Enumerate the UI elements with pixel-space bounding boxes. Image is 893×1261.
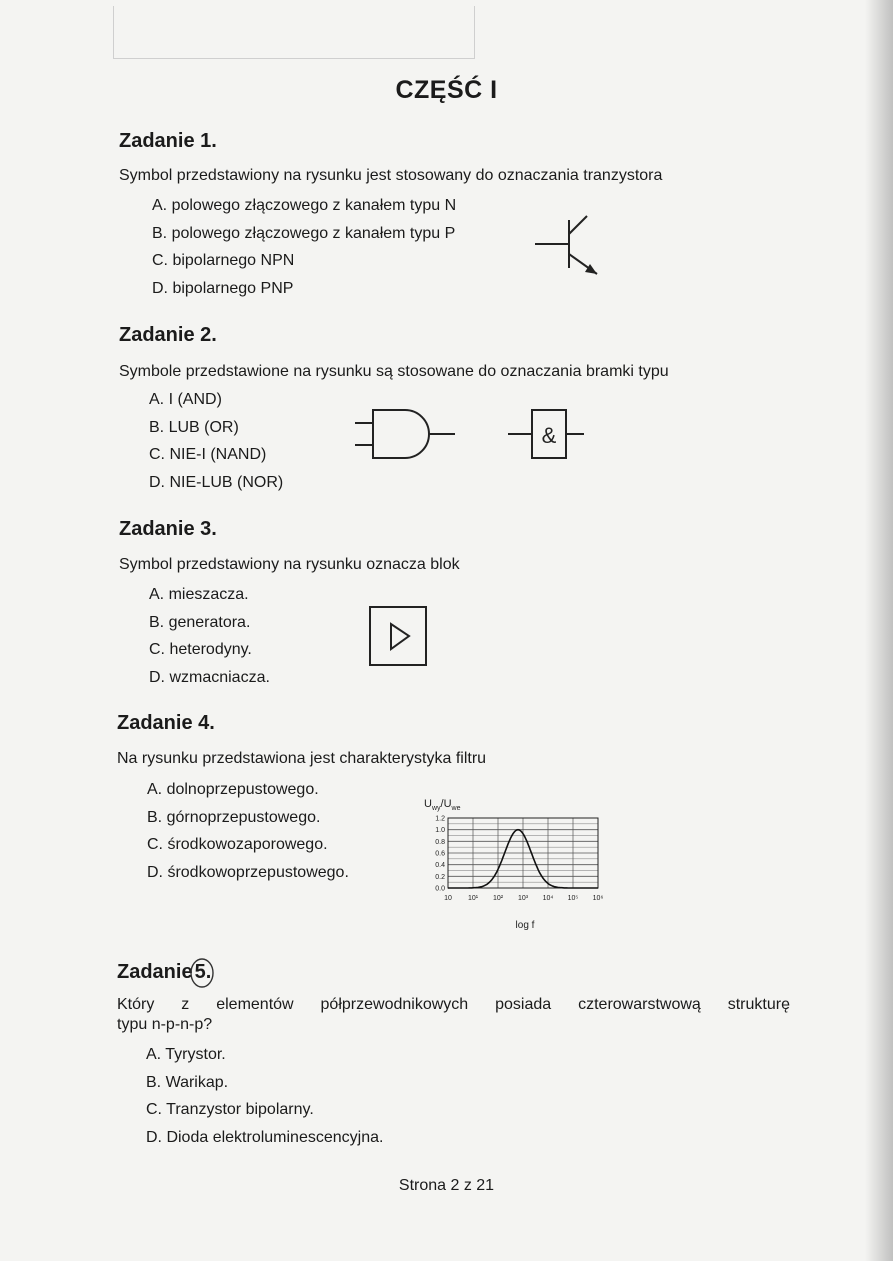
- graph-x-label: log f: [515, 920, 535, 931]
- task-2-option-b: B. LUB (OR): [149, 418, 239, 436]
- task-5-options: [146, 1041, 383, 1151]
- section-title: CZĘŚĆ I: [395, 76, 498, 104]
- task-5-option-c: C. Tranzystor bipolarny.: [146, 1101, 314, 1118]
- graph-y-label: $U_{wy}/U_{we}$: [424, 798, 461, 812]
- task-5-circled-number: [195, 961, 212, 984]
- task-3-heading: Zadanie 3.: [119, 518, 217, 540]
- task-4-heading: Zadanie 4.: [117, 712, 215, 734]
- task-1-options: [152, 192, 456, 302]
- task-5-option-a: A. Tyrystor.: [146, 1046, 226, 1063]
- task-1-option-b: B. polowego złączowego z kanałem typu P: [152, 224, 456, 242]
- task-1-option-d: D. bipolarnego PNP: [152, 279, 294, 297]
- task-2-options: [149, 386, 283, 496]
- graph-x-tick-label: 10⁴: [542, 895, 554, 902]
- pen-circle-mark: [189, 957, 219, 991]
- graph-x-tick-label: 10: [444, 895, 452, 902]
- graph-y-tick-label: 0.0: [435, 885, 445, 893]
- task-5-question-word: strukturę: [727, 996, 790, 1013]
- task-3-question: Symbol przedstawiony na rysunku oznacza blok: [119, 556, 460, 573]
- task-4-options: [147, 776, 349, 886]
- task-5-question-word: elementów: [216, 996, 294, 1013]
- task-5-option-d: D. Dioda elektroluminescencyjna.: [146, 1128, 384, 1146]
- task-4-option-a: A. dolnoprzepustowego.: [147, 781, 319, 798]
- graph-y-tick-label: 0.4: [435, 862, 445, 870]
- task-5-heading: [117, 961, 211, 984]
- amplifier-block-symbol: [368, 605, 430, 667]
- task-5-question-word: Który: [117, 996, 155, 1013]
- task-2-option-a: A. I (AND): [149, 391, 222, 408]
- top-stamp-box: [113, 6, 475, 59]
- graph-x-tick-label: 10³: [517, 895, 529, 902]
- task-4-question: Na rysunku przedstawiona jest charakterystyka filtru: [117, 750, 487, 767]
- task-2-option-d: D. NIE-LUB (NOR): [149, 473, 284, 491]
- task-1-option-c: C. bipolarnego NPN: [152, 252, 295, 269]
- task-2-option-c: C. NIE-I (NAND): [149, 446, 267, 463]
- task-3-option-d: D. wzmacniacza.: [149, 668, 270, 686]
- task-5-question-word: z: [181, 996, 190, 1013]
- task-1-question: Symbol przedstawiony na rysunku jest stosowany do oznaczania tranzystora: [119, 167, 663, 184]
- task-5-option-b: B. Warikap.: [146, 1073, 229, 1091]
- graph-y-tick-label: 1.2: [435, 815, 445, 823]
- task-4-option-c: C. środkowozaporowego.: [147, 836, 328, 853]
- task-5-heading-word: Zadanie: [117, 961, 193, 983]
- graph-y-tick-label: 0.8: [435, 838, 445, 846]
- task-3-option-a: A. mieszacza.: [149, 586, 249, 603]
- task-4-option-d: D. środkowoprzepustowego.: [147, 863, 349, 881]
- graph-x-tick-label: 10⁶: [592, 895, 604, 902]
- graph-y-tick-label: 0.2: [435, 873, 445, 881]
- graph-y-tick-label: 1.0: [435, 827, 445, 835]
- transistor-symbol: [535, 208, 615, 280]
- task-5-number: 5.: [194, 961, 212, 983]
- filter-characteristic-graph: [418, 790, 618, 935]
- page-number-footer: Strona 2 z 21: [398, 1177, 495, 1194]
- graph-y-tick-label: 0.6: [435, 850, 445, 858]
- iec-and-gate-symbol: [508, 408, 588, 460]
- task-2-question: Symbole przedstawione na rysunku są stosowane do oznaczania bramki typu: [119, 363, 669, 380]
- task-2-heading: Zadanie 2.: [119, 324, 217, 346]
- graph-x-tick-label: 10²: [492, 895, 504, 902]
- task-1-heading: Zadanie 1.: [119, 130, 217, 152]
- page-edge-shadow: [865, 0, 893, 1261]
- task-3-option-b: B. generatora.: [149, 613, 251, 631]
- task-5-question-line1: [117, 996, 790, 1014]
- task-1-option-a: A. polowego złączowego z kanałem typu N: [152, 197, 457, 214]
- task-5-question-word: półprzewodnikowych: [320, 996, 469, 1013]
- task-4-option-b: B. górnoprzepustowego.: [147, 808, 321, 826]
- task-5-question-line2: typu n-p-n-p?: [117, 1016, 213, 1033]
- task-3-options: [149, 581, 270, 691]
- graph-x-tick-label: 10⁵: [567, 895, 579, 902]
- task-5-question-word: czterowarstwową: [578, 996, 701, 1013]
- task-3-option-c: C. heterodyny.: [149, 641, 252, 658]
- task-5-question-word: posiada: [495, 996, 552, 1013]
- graph-x-tick-label: 10¹: [467, 895, 479, 902]
- and-gate-symbol: [355, 408, 465, 460]
- gate-ampersand-label: &: [541, 423, 557, 448]
